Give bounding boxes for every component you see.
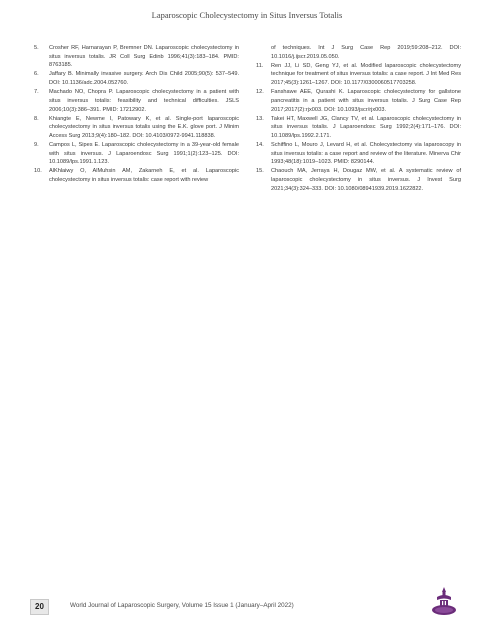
reference-text: Takei HT, Maxwell JG, Clancy TV, et al. Laparoscopic cholecystectomy in situs inversus totalis. J Laparoendosc Surg 1992;2(4):171–176. DOI: 10.1089/lps.1992.2.171. (271, 115, 461, 139)
running-header: Laparoscopic Cholecystectomy in Situs Inversus Totalis (151, 10, 343, 20)
reference-item (34, 167, 239, 184)
reference-number: 6. (34, 71, 39, 78)
reference-item (256, 62, 461, 88)
reference-text: Crosher RF, Harnarayan P, Bremner DN. Laparoscopic cholecystectomy in situs inversus totalis. JR Coll Surg Edinb 1996;41(3):183–184. PMID: 8763185. (49, 45, 239, 69)
jaypee-logo-icon (431, 586, 457, 616)
page-number: 20 (30, 599, 49, 615)
reference-item (34, 141, 239, 167)
reference-text: Campos L, Sipes E. Laparoscopic cholecystectomy in a 39-year-old female with situs inversus. J Laparoendosc Surg 1991;1(2):123–125. DOI: 10.1089/lps.1991.1.123. (49, 141, 239, 166)
reference-text: AlKhlaiwy O, AlMuhsin AM, Zakarneh E, et al. Laparoscopic cholecystectomy in situs inversus totalis: case report with review (49, 168, 239, 184)
reference-item (34, 70, 239, 87)
reference-item (256, 44, 461, 61)
reference-number: 9. (34, 141, 39, 148)
reference-text: of techniques. Int J Surg Case Rep 2019;59:208–212. DOI: 10.1016/j.ijscr.2019.05.050. (271, 45, 461, 60)
reference-number: 7. (34, 89, 39, 96)
reference-item (34, 44, 239, 70)
reference-text: Ren JJ, Li SD, Geng YJ, et al. Modified laparoscopic cholecystectomy technique for treatment of situs inversus totalis: a case report. J Int Med Res 2017;45(3):1261–1267. DOI: 10.1177/0300060517703258. (271, 62, 461, 87)
reference-number: 5. (34, 45, 39, 51)
reference-item (256, 141, 461, 167)
reference-item (34, 115, 239, 141)
references-left-column (34, 44, 239, 185)
reference-item (256, 167, 461, 193)
reference-text: Chaouch MA, Jerraya H, Dougaz MW, et al. A systematic review of laparoscopic cholecystectomy in situs inversus. J Invest Surg 2021;34(3):324–333. DOI: 10.1080/08941939.2019.1622822. (271, 168, 461, 192)
references-right-column (256, 44, 461, 194)
reference-number: 13. (256, 115, 264, 122)
reference-item (256, 115, 461, 141)
reference-text: Khiangte E, Newme I, Patowary K, et al. Single-port laparoscopic cholecystectomy in situs inversus totalis using the E.K. glove port. J Minim Access Surg 2013;9(4):180–182. DOI: 10.4103/0972-9941.118838. (49, 115, 239, 139)
reference-number: 8. (34, 115, 39, 122)
reference-text: Schiffino L, Mouro J, Levard H, et al. Cholecystectomy via laparoscopy in situs inversus totalis: a case report and review of the literature. Minerva Chir 1993;48(18):1019–1023. PMID: 8290144. (271, 141, 461, 166)
page-footer (0, 596, 494, 616)
reference-number: 10. (34, 168, 42, 175)
reference-text: Machado NO, Chopra P. Laparoscopic cholecystectomy in a patient with situs inversus totalis: feasibility and technical difficulties. JSLS 2006;10(3):386–391. PMID: 17212902. (49, 89, 239, 113)
reference-item (256, 88, 461, 114)
reference-number: 11. (256, 62, 264, 69)
reference-text: Fanshawe AEE, Qurashi K. Laparoscopic cholecystectomy for gallstone pancreatitis in a patient with situs inversus totalis. J Surg Case Rep 2017;2017(2):rjx003. DOI: 10.1093/jscr/rjx003. (271, 89, 461, 113)
reference-number: 14. (256, 141, 264, 148)
reference-number: 12. (256, 89, 264, 96)
reference-text: Jaffary B. Minimally invasive surgery. Arch Dis Child 2005;90(5): 537–549. DOI: 10.1136/adc.2004.052760. (49, 71, 239, 87)
reference-number: 15. (256, 168, 264, 175)
reference-item (34, 88, 239, 114)
journal-citation: World Journal of Laparoscopic Surgery, Volume 15 Issue 1 (January–April 2022) (70, 602, 294, 609)
